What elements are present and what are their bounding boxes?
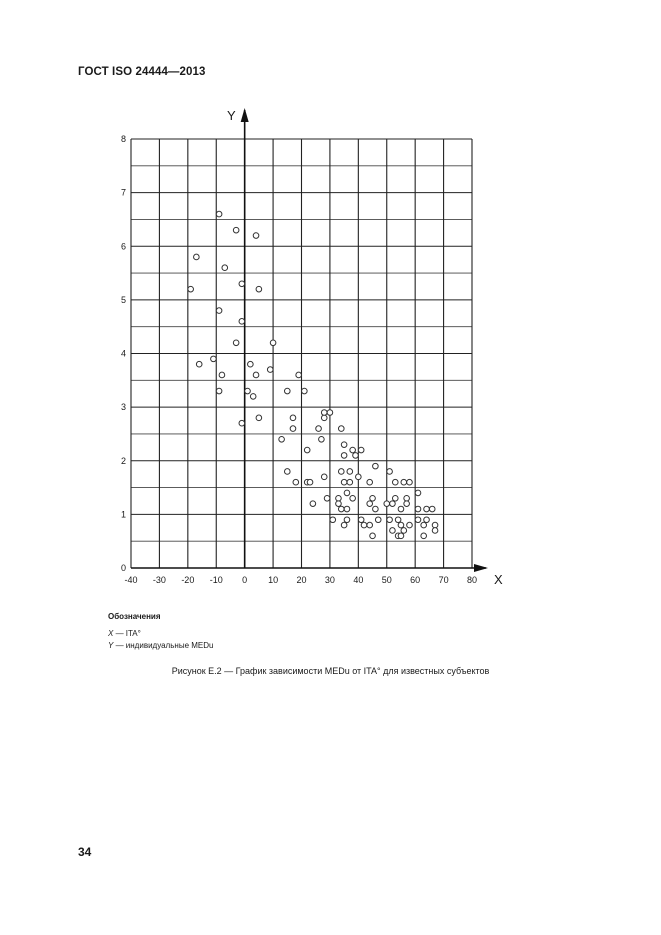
legend-y xyxy=(108,641,213,650)
data-point xyxy=(424,506,430,512)
data-point xyxy=(384,501,390,507)
y-axis-label: Y xyxy=(227,108,236,123)
data-point xyxy=(293,479,299,485)
data-point xyxy=(361,522,367,528)
data-point xyxy=(324,495,330,501)
x-tick-label: -30 xyxy=(152,575,166,585)
x-tick-label: 0 xyxy=(242,575,248,585)
data-point xyxy=(404,495,410,501)
data-point xyxy=(194,254,200,260)
data-point xyxy=(398,506,404,512)
data-point xyxy=(370,533,376,539)
data-point xyxy=(390,528,396,534)
x-tick-label: 80 xyxy=(466,575,478,585)
y-tick-label: 7 xyxy=(120,187,126,198)
legend-x xyxy=(108,629,141,638)
data-point xyxy=(344,517,350,523)
x-tick-label: 50 xyxy=(381,575,392,585)
data-point xyxy=(432,522,438,528)
data-point xyxy=(239,281,245,287)
data-point xyxy=(321,410,327,416)
data-point xyxy=(356,474,362,480)
data-point xyxy=(395,517,401,523)
data-point xyxy=(216,308,222,314)
data-point xyxy=(375,517,381,523)
data-point xyxy=(347,479,353,485)
data-point xyxy=(415,490,421,496)
legend-y-symbol: Y xyxy=(108,641,114,650)
data-point xyxy=(216,211,222,217)
x-tick-label: 20 xyxy=(296,575,307,585)
data-point xyxy=(398,533,404,539)
data-point xyxy=(358,517,364,523)
legend-y-text: — индивидуальные MEDu xyxy=(113,641,214,650)
x-tick-label: 70 xyxy=(438,575,449,585)
document-header: ГОСТ ISO 24444—2013 xyxy=(78,66,206,78)
y-tick-label: 1 xyxy=(120,509,126,520)
data-point xyxy=(421,533,427,539)
y-tick-label: 6 xyxy=(120,241,126,252)
data-point xyxy=(245,388,251,394)
data-point xyxy=(211,356,217,362)
data-point xyxy=(373,506,379,512)
data-point xyxy=(188,286,194,292)
data-point xyxy=(373,463,379,469)
data-point xyxy=(424,517,430,523)
x-tick-label: -10 xyxy=(209,575,223,585)
data-point xyxy=(401,479,407,485)
data-point xyxy=(307,479,313,485)
data-point xyxy=(233,227,239,233)
data-point xyxy=(319,437,325,443)
page-number: 34 xyxy=(78,845,92,859)
data-point xyxy=(367,501,373,507)
data-point xyxy=(387,469,393,475)
data-point xyxy=(279,437,285,443)
y-tick-label: 2 xyxy=(120,455,126,466)
data-point xyxy=(256,286,262,292)
data-point xyxy=(253,233,259,239)
data-point xyxy=(321,415,327,421)
x-axis-label: X xyxy=(494,572,503,587)
data-point xyxy=(290,426,296,432)
data-point xyxy=(302,388,308,394)
data-point xyxy=(250,394,256,400)
data-point xyxy=(344,490,350,496)
data-point xyxy=(253,372,259,378)
data-point xyxy=(367,479,373,485)
data-point xyxy=(296,372,302,378)
data-point xyxy=(327,410,333,416)
data-point xyxy=(387,517,393,523)
data-point xyxy=(341,479,347,485)
data-point xyxy=(341,442,347,448)
data-points xyxy=(188,211,438,538)
data-point xyxy=(256,415,262,421)
data-point xyxy=(316,426,322,432)
data-point xyxy=(350,495,356,501)
y-tick-label: 5 xyxy=(120,294,126,305)
data-point xyxy=(310,501,316,507)
data-point xyxy=(347,469,353,475)
data-point xyxy=(415,517,421,523)
data-point xyxy=(304,447,310,453)
data-point xyxy=(239,420,245,426)
data-point xyxy=(338,506,344,512)
data-point xyxy=(401,528,407,534)
data-point xyxy=(415,506,421,512)
data-point xyxy=(219,372,225,378)
legend-x-text: — ITA° xyxy=(113,629,141,638)
data-point xyxy=(330,517,336,523)
data-point xyxy=(270,340,276,346)
data-point xyxy=(336,495,342,501)
data-point xyxy=(233,340,239,346)
x-tick-label: 60 xyxy=(410,575,421,585)
data-point xyxy=(390,501,396,507)
data-point xyxy=(344,506,350,512)
grid-major-lines xyxy=(131,139,472,568)
data-point xyxy=(404,501,410,507)
legend-title: Обозначения xyxy=(108,612,161,621)
data-point xyxy=(421,522,427,528)
data-point xyxy=(336,501,342,507)
data-point xyxy=(284,388,290,394)
data-point xyxy=(216,388,222,394)
chart-axes xyxy=(131,108,488,572)
data-point xyxy=(196,361,202,367)
data-point xyxy=(248,361,254,367)
x-tick-label: -20 xyxy=(181,575,195,585)
y-tick-label: 8 xyxy=(120,134,126,144)
data-point xyxy=(407,522,413,528)
data-point xyxy=(370,495,376,501)
data-point xyxy=(239,319,245,325)
y-tick-label: 4 xyxy=(120,348,126,359)
data-point xyxy=(353,453,359,459)
y-tick-label: 0 xyxy=(120,563,126,573)
legend-x-symbol: X xyxy=(108,629,114,638)
data-point xyxy=(392,495,398,501)
data-point xyxy=(341,522,347,528)
data-point xyxy=(432,528,438,534)
data-point xyxy=(267,367,273,373)
tick-labels xyxy=(121,134,477,585)
data-point xyxy=(350,447,356,453)
data-point xyxy=(398,522,404,528)
data-point xyxy=(367,522,373,528)
data-point xyxy=(338,469,344,475)
x-tick-label: 40 xyxy=(353,575,364,585)
data-point xyxy=(222,265,228,271)
figure-caption: Рисунок Е.2 — График зависимости MEDu от ITA° для известных субъектов xyxy=(171,666,490,676)
x-axis-arrow xyxy=(474,564,488,572)
y-tick-label: 3 xyxy=(120,402,126,413)
data-point xyxy=(429,506,435,512)
data-point xyxy=(338,426,344,432)
data-point xyxy=(358,447,364,453)
y-axis-arrow xyxy=(241,108,249,122)
data-point xyxy=(392,479,398,485)
data-point xyxy=(321,474,327,480)
data-point xyxy=(284,469,290,475)
data-point xyxy=(407,479,413,485)
x-tick-label: -40 xyxy=(124,575,138,585)
data-point xyxy=(290,415,296,421)
x-tick-label: 30 xyxy=(324,575,335,585)
data-point xyxy=(341,453,347,459)
x-tick-label: 10 xyxy=(268,575,279,585)
